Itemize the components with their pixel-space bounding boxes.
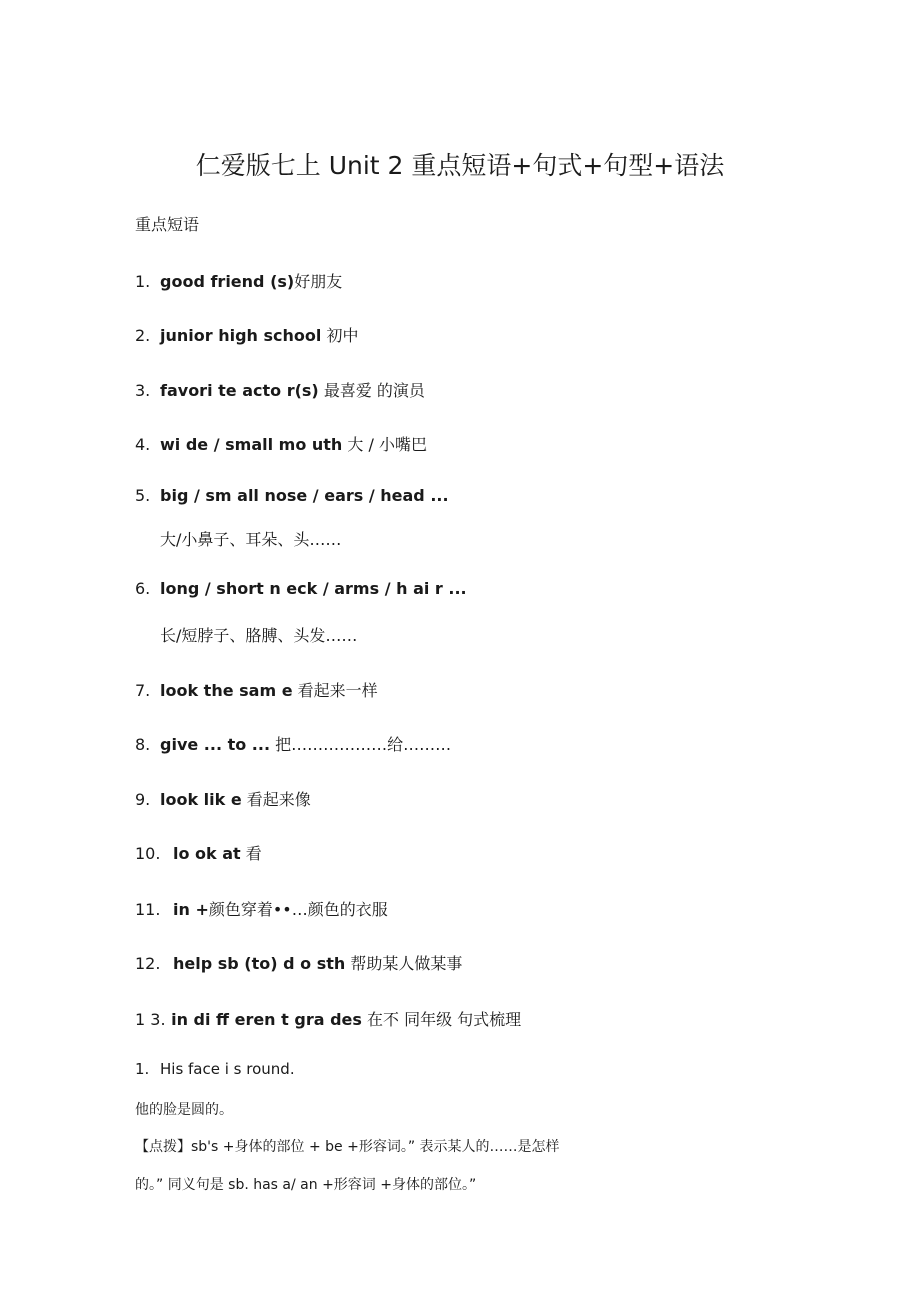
- phrase-item: [135, 951, 462, 974]
- item-number: 1.: [135, 1060, 150, 1078]
- item-number: 3.: [135, 381, 151, 400]
- phrase-item: [135, 1007, 521, 1030]
- document-title: 仁爱版七上 Unit 2 重点短语+句式+句型+语法: [195, 151, 725, 180]
- item-number: 1.: [135, 272, 151, 291]
- item-number: 11.: [135, 900, 161, 919]
- phrase-chinese: 看起来一样: [292, 681, 378, 700]
- item-number: 7.: [135, 681, 151, 700]
- phrase-english: in +: [173, 900, 209, 919]
- phrase-english: long / short n eck / arms / h ai r ...: [160, 579, 467, 598]
- phrase-english: lo ok at: [173, 844, 241, 863]
- phrase-chinese: 颜色穿着••…颜色的衣服: [208, 900, 388, 919]
- phrase-chinese: 帮助某人做某事: [345, 954, 463, 973]
- phrase-english: wi de / small mo uth: [160, 435, 343, 454]
- phrase-english: good friend (s): [160, 272, 295, 291]
- item-number: 9.: [135, 790, 151, 809]
- item-number: 5.: [135, 486, 151, 505]
- phrase-item: [135, 787, 311, 810]
- phrase-item: [135, 432, 427, 455]
- phrase-item: [135, 269, 342, 292]
- phrase-item: [135, 378, 425, 401]
- phrase-english: in di ff eren t gra des: [165, 1010, 362, 1029]
- phrase-chinese: 把………………给………: [270, 735, 452, 754]
- sentence-english: His face i s round.: [160, 1060, 295, 1078]
- phrase-english: give ... to ...: [160, 735, 271, 754]
- phrase-english: big / sm all nose / ears / head ...: [160, 486, 449, 505]
- item-number: 2.: [135, 326, 151, 345]
- phrase-chinese: 看起来像: [241, 790, 311, 809]
- phrase-translation: 长/短脖子、胳膊、头发……: [160, 626, 358, 645]
- phrase-item: [135, 579, 467, 598]
- sentence-translation: 他的脸是圆的。: [135, 1102, 233, 1118]
- item-number: 10.: [135, 844, 161, 863]
- phrase-item: [135, 732, 451, 755]
- phrase-item: [135, 897, 388, 920]
- phrase-chinese: 好朋友: [294, 272, 343, 291]
- phrase-chinese: 最喜爱 的演员: [318, 381, 425, 400]
- phrase-chinese: 看: [240, 844, 262, 863]
- tip-line: 的。” 同义句是 sb. has a/ an +形容词 +身体的部位。”: [135, 1177, 477, 1193]
- tip-line: 【点拨】sb's +身体的部位 + be +形容词。” 表示某人的……是怎样: [135, 1139, 560, 1155]
- phrase-item: [135, 323, 358, 346]
- item-number: 8.: [135, 735, 151, 754]
- phrase-chinese-and-section-heading: 在不 同年级 句式梳理: [361, 1010, 522, 1029]
- phrase-translation: 大/小鼻子、耳朵、头……: [160, 530, 342, 549]
- item-number: 6.: [135, 579, 151, 598]
- phrase-item: [135, 678, 378, 701]
- phrase-item: [135, 841, 262, 864]
- phrase-chinese: 大 / 小嘴巴: [342, 435, 427, 454]
- phrase-english: favori te acto r(s): [160, 381, 319, 400]
- phrase-english: look the sam e: [160, 681, 293, 700]
- phrase-chinese: 初中: [321, 326, 359, 345]
- item-number: 12.: [135, 954, 161, 973]
- phrase-english: junior high school: [160, 326, 322, 345]
- phrase-english: help sb (to) d o sth: [173, 954, 346, 973]
- item-number: 1 3.: [135, 1010, 166, 1029]
- section-heading-key-phrases: 重点短语: [135, 215, 200, 234]
- phrase-english: look lik e: [160, 790, 242, 809]
- item-number: 4.: [135, 435, 151, 454]
- phrase-item: [135, 486, 449, 505]
- sentence-item: [135, 1060, 295, 1078]
